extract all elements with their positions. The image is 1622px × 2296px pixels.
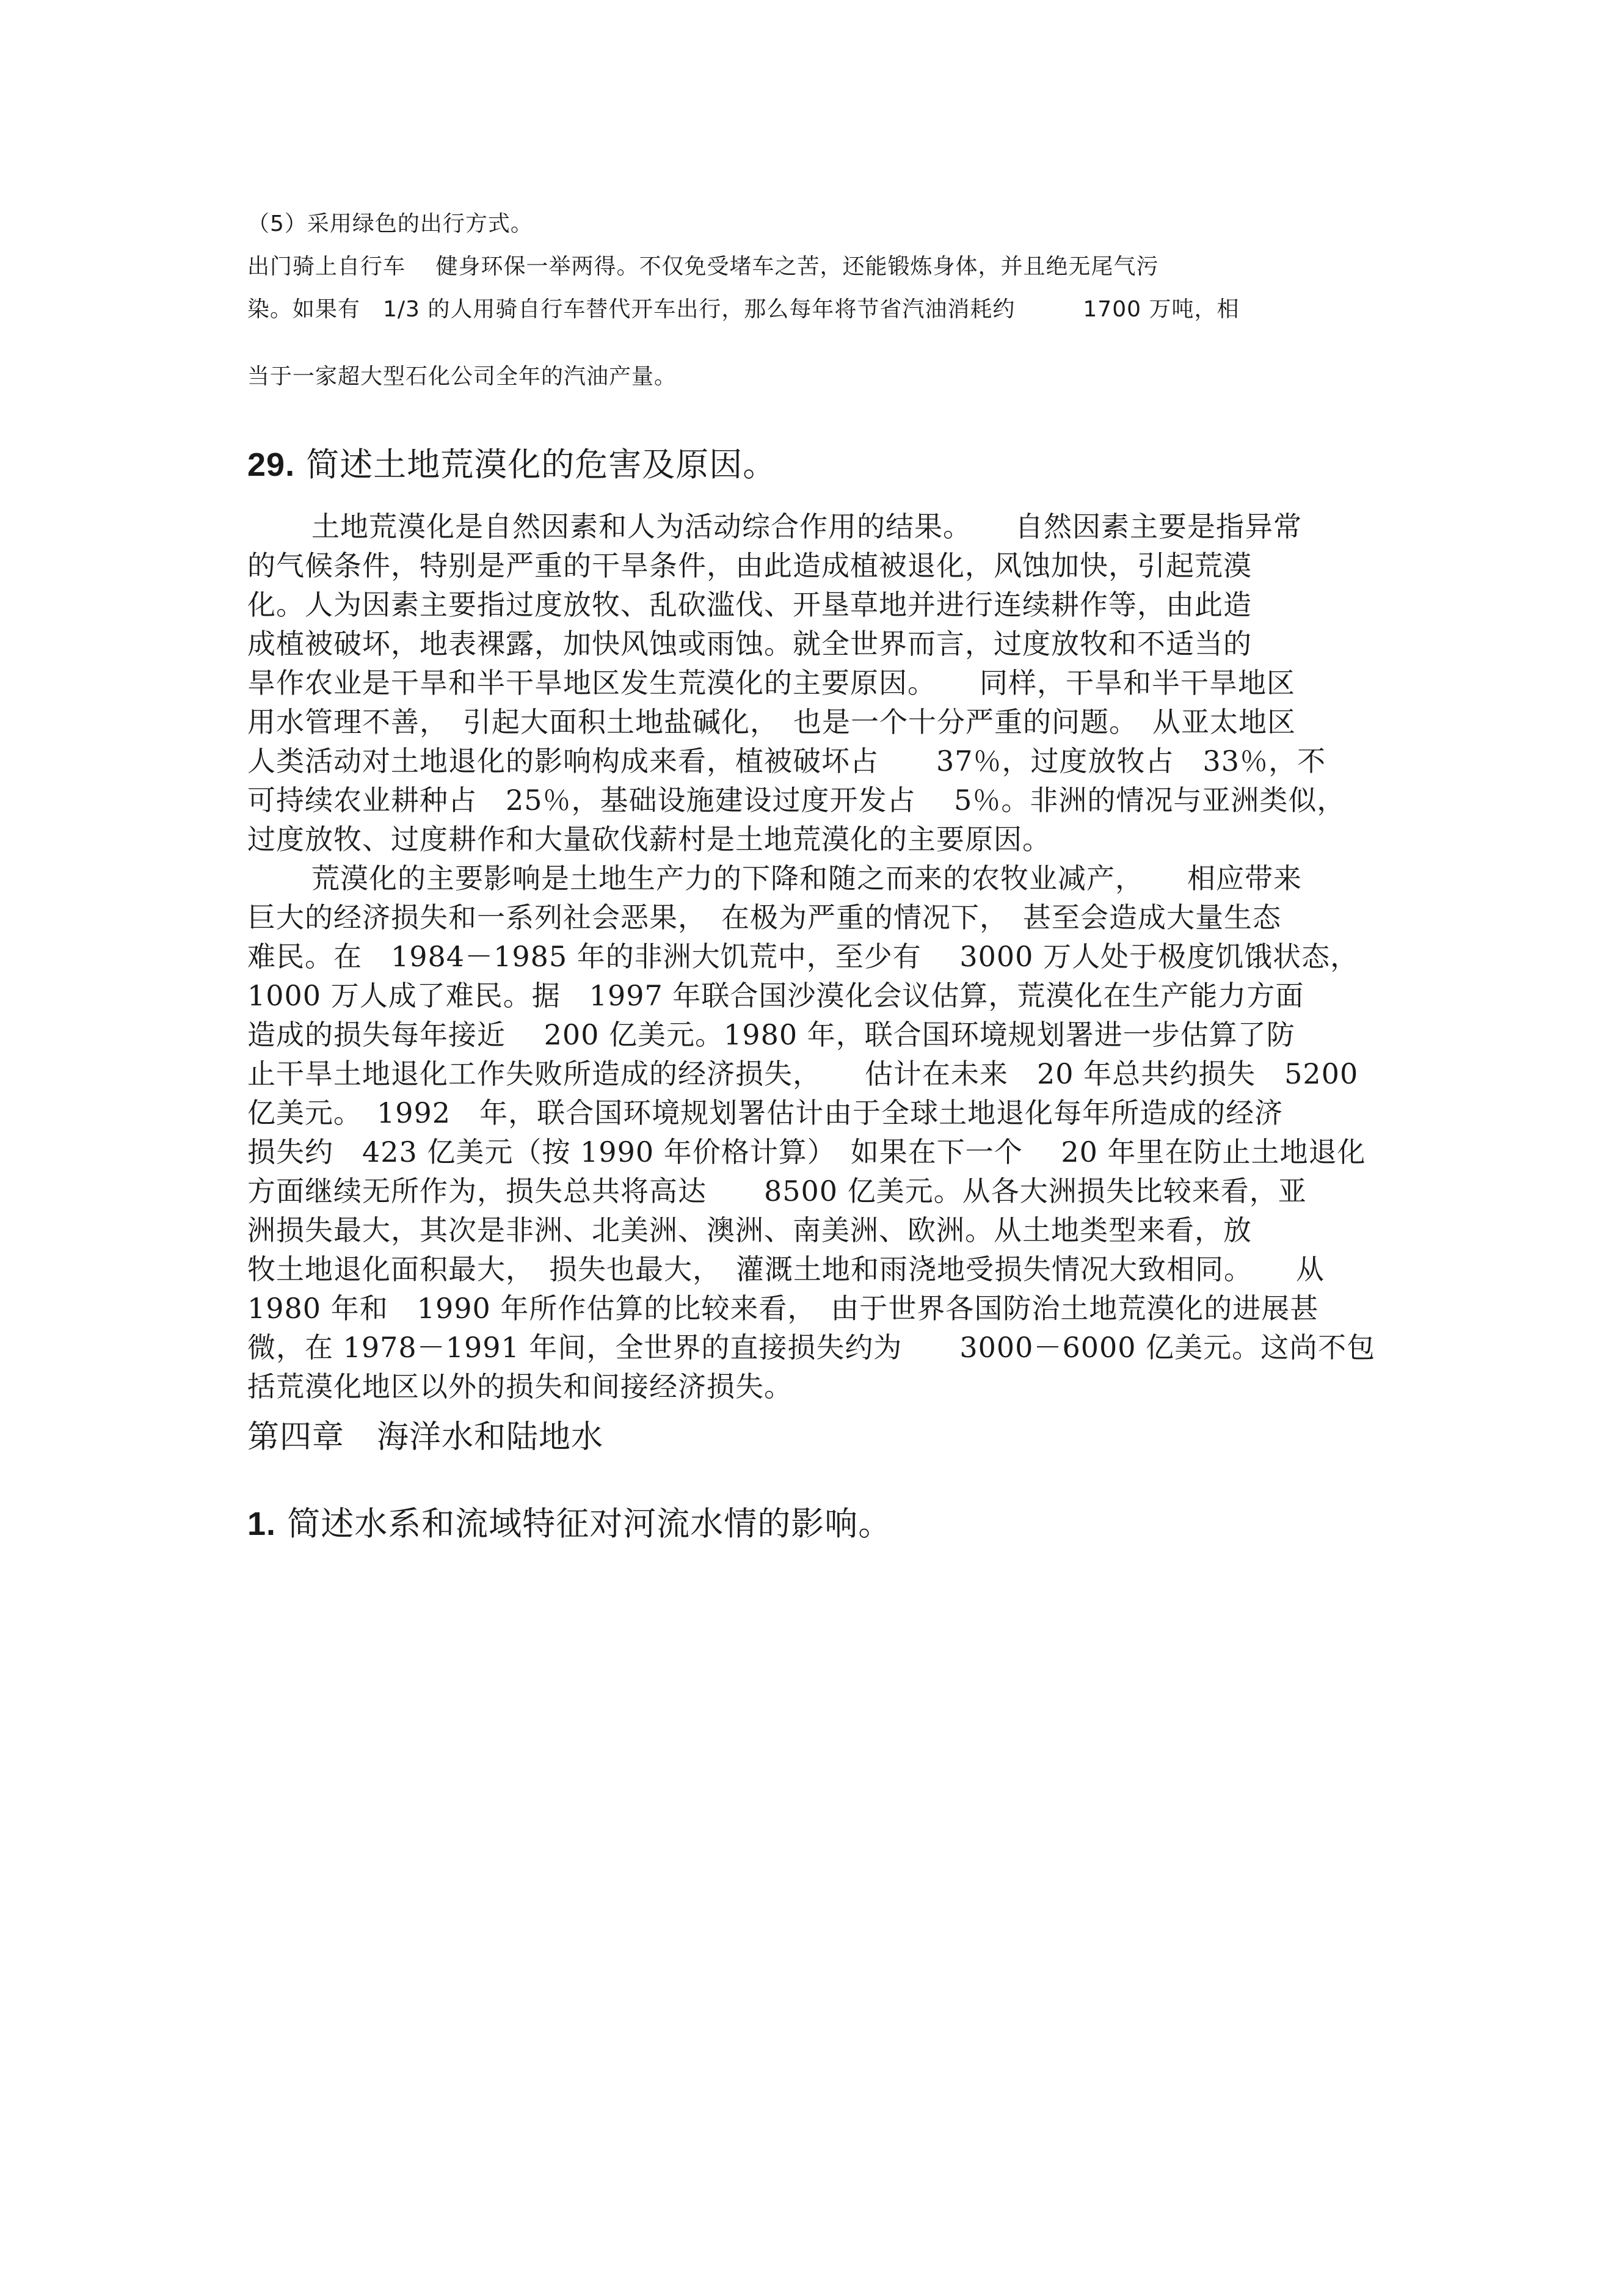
paragraph-line: 可持续农业耕种占 25％，基础设施建设过度开发占 5％。非洲的情况与亚洲类似， — [247, 784, 1346, 817]
paragraph-line: 1000 万人成了难民。据 1997 年联合国沙漠化会议估算，荒漠化在生产能力方面 — [247, 979, 1304, 1012]
paragraph-line: 用水管理不善， 引起大面积土地盐碱化， 也是一个十分严重的问题。 从亚太地区 — [247, 705, 1296, 738]
paragraph-line: 括荒漠化地区以外的损失和间接经济损失。 — [247, 1370, 793, 1403]
paragraph-line: 旱作农业是干旱和半干旱地区发生荒漠化的主要原因。 同样，干旱和半干旱地区 — [247, 666, 1295, 699]
list-item-heading: （5）采用绿色的出行方式。 — [247, 211, 533, 236]
paragraph-line: 造成的损失每年接近 200 亿美元。1980 年，联合国环境规划署进一步估算了防 — [247, 1018, 1295, 1051]
paragraph-line: 当于一家超大型石化公司全年的汽油产量。 — [247, 364, 677, 389]
paragraph-line: 荒漠化的主要影响是土地生产力的下降和随之而来的农牧业减产， 相应带来 — [311, 862, 1302, 895]
paragraph-line: 巨大的经济损失和一系列社会恶果， 在极为严重的情况下， 甚至会造成大量生态 — [247, 901, 1281, 934]
question-number: 29. — [247, 446, 296, 483]
paragraph-line: 的气候条件，特别是严重的干旱条件，由此造成植被退化，风蚀加快，引起荒漠 — [247, 549, 1252, 582]
paragraph-line: 难民。在 1984－1985 年的非洲大饥荒中，至少有 3000 万人处于极度饥饿状态， — [247, 940, 1359, 973]
question-29-heading — [247, 439, 776, 486]
paragraph-line: 洲损失最大，其次是非洲、北美洲、澳洲、南美洲、欧洲。从土地类型来看，放 — [247, 1214, 1252, 1247]
question-number: 1. — [247, 1506, 277, 1542]
paragraph-line: 方面继续无所作为，损失总共将高达 8500 亿美元。从各大洲损失比较来看，亚 — [247, 1175, 1307, 1208]
question-title: 简述土地荒漠化的危害及原因。 — [306, 445, 777, 484]
paragraph-line: 亿美元。 1992 年，联合国环境规划署估计由于全球土地退化每年所造成的经济 — [247, 1096, 1284, 1129]
question-title: 简述水系和流域特征对河流水情的影响。 — [287, 1504, 892, 1543]
paragraph-line: 1980 年和 1990 年所作估算的比较来看， 由于世界各国防治土地荒漠化的进展甚 — [247, 1292, 1319, 1325]
paragraph-line: 微，在 1978－1991 年间，全世界的直接损失约为 3000－6000 亿美元。这尚不包 — [247, 1331, 1376, 1364]
chapter-heading: 第四章 海洋水和陆地水 — [247, 1419, 604, 1456]
paragraph-line: 成植被破坏，地表裸露，加快风蚀或雨蚀。就全世界而言，过度放牧和不适当的 — [247, 627, 1252, 660]
question-1-heading — [247, 1498, 892, 1545]
paragraph-line: 化。人为因素主要指过度放牧、乱砍滥伐、开垦草地并进行连续耕作等，由此造 — [247, 588, 1252, 621]
paragraph-line: 过度放牧、过度耕作和大量砍伐薪村是土地荒漠化的主要原因。 — [247, 823, 1051, 856]
paragraph-line: 止干旱土地退化工作失败所造成的经济损失， 估计在未来 20 年总共约损失 5200 — [247, 1057, 1359, 1090]
paragraph-line: 土地荒漠化是自然因素和人为活动综合作用的结果。 自然因素主要是指异常 — [311, 510, 1302, 543]
paragraph-line: 出门骑上自行车 健身环保一举两得。不仅免受堵车之苦，还能锻炼身体，并且绝无尾气污 — [247, 254, 1159, 279]
paragraph-line: 牧土地退化面积最大， 损失也最大， 灌溉土地和雨浇地受损失情况大致相同。 从 — [247, 1253, 1325, 1286]
paragraph-line: 染。如果有 1/3 的人用骑自行车替代开车出行，那么每年将节省汽油消耗约 1700 万吨，相 — [247, 297, 1240, 322]
paragraph-line: 人类活动对土地退化的影响构成来看，植被破坏占 37％，过度放牧占 33％，不 — [247, 745, 1326, 778]
paragraph-line: 损失约 423 亿美元（按 1990 年价格计算） 如果在下一个 20 年里在防止土地退化 — [247, 1135, 1366, 1168]
